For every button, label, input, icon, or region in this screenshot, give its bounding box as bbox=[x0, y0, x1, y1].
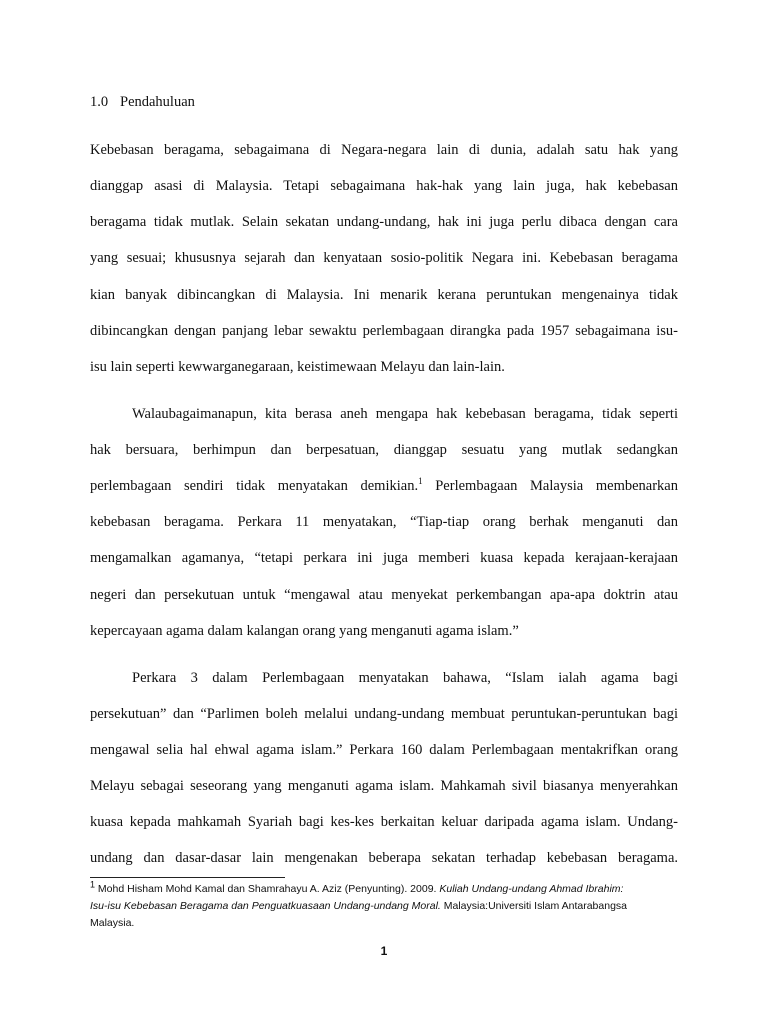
paragraph-line: isu lain seperti kewwarganegaraan, keistimewaan Melayu dan lain-lain. bbox=[90, 359, 505, 375]
paragraph-line: kuasa kepada mahkamah Syariah bagi kes-kes berkaitan keluar daripada agama islam. Undang- bbox=[90, 814, 678, 830]
paragraph-line: yang sesuai; khususnya sejarah dan kenyataan sosio-politik Negara ini. Kebebasan beragama bbox=[90, 250, 678, 266]
footnote-line bbox=[90, 898, 678, 915]
footnote-authors: Mohd Hisham Mohd Kamal dan Shamrahayu A. Aziz (Penyunting). 2009. bbox=[95, 883, 440, 895]
footnote-title: Isu-isu Kebebasan Beragama dan Penguatkuasaan Undang-undang Moral. bbox=[90, 900, 441, 912]
paragraph-line: mengamalkan agamanya, “tetapi perkara ini juga memberi kuasa kepada kerajaan-kerajaan bbox=[90, 550, 678, 566]
section-heading bbox=[90, 92, 195, 112]
paragraph-line: Melayu sebagai seseorang yang menganuti agama islam. Mahkamah sivil biasanya menyerahkan bbox=[90, 778, 678, 794]
footnote-separator bbox=[90, 877, 285, 878]
paragraph-line: Perkara 3 dalam Perlembagaan menyatakan bahawa, “Islam ialah agama bagi bbox=[132, 670, 678, 686]
section-number: 1.0 bbox=[90, 94, 109, 110]
paragraph-text: perlembagaan sendiri tidak menyatakan demikian. bbox=[90, 478, 419, 494]
paragraph-line: persekutuan” dan “Parlimen boleh melalui undang-undang membuat peruntukan-peruntukan bagi bbox=[90, 706, 678, 722]
paragraph-line: mengawal selia hal ehwal agama islam.” Perkara 160 dalam Perlembagaan mentakrifkan orang bbox=[90, 742, 678, 758]
paragraph-line: Walaubagaimanapun, kita berasa aneh mengapa hak kebebasan beragama, tidak seperti bbox=[132, 406, 678, 422]
paragraph-line: dianggap asasi di Malaysia. Tetapi sebagaimana hak-hak yang lain juga, hak kebebasan bbox=[90, 178, 678, 194]
paragraph-line: Kebebasan beragama, sebagaimana di Negara-negara lain di dunia, adalah satu hak yang bbox=[90, 142, 678, 158]
paragraph-line: dibincangkan dengan panjang lebar sewaktu perlembagaan dirangka pada 1957 sebagaimana isu- bbox=[90, 323, 678, 339]
paragraph-line: beragama tidak mutlak. Selain sekatan undang-undang, hak ini juga perlu dibaca dengan cara bbox=[90, 214, 678, 230]
footnote-publisher: Malaysia:Universiti Islam Antarabangsa bbox=[440, 900, 627, 912]
paragraph-line bbox=[90, 476, 678, 496]
paragraph-text: Perlembagaan Malaysia membenarkan bbox=[422, 478, 678, 494]
paragraph-line: negeri dan persekutuan untuk “mengawal atau menyekat perkembangan apa-apa doktrin atau bbox=[90, 587, 678, 603]
footnote-title: Kuliah Undang-undang Ahmad Ibrahim: bbox=[439, 883, 624, 895]
paragraph-line: kebebasan beragama. Perkara 11 menyatakan, “Tiap-tiap orang berhak menganuti dan bbox=[90, 514, 678, 530]
footnote-line bbox=[90, 881, 678, 898]
footnote-reference[interactable]: 1 bbox=[418, 476, 423, 487]
paragraph-line: undang dan dasar-dasar lain mengenakan beberapa sekatan terhadap kebebasan beragama. bbox=[90, 850, 678, 866]
paragraph-line: kepercayaan agama dalam kalangan orang yang menganuti agama islam.” bbox=[90, 623, 519, 639]
paragraph-line: kian banyak dibincangkan di Malaysia. Ini menarik kerana peruntukan mengenainya tidak bbox=[90, 287, 678, 303]
footnote-marker: 1 bbox=[90, 879, 96, 890]
section-title: Pendahuluan bbox=[120, 94, 195, 110]
paragraph-line: hak bersuara, berhimpun dan berpesatuan, dianggap sesuatu yang mutlak sedangkan bbox=[90, 442, 678, 458]
page-number: 1 bbox=[380, 944, 388, 958]
footnote-line: Malaysia. bbox=[90, 917, 135, 929]
